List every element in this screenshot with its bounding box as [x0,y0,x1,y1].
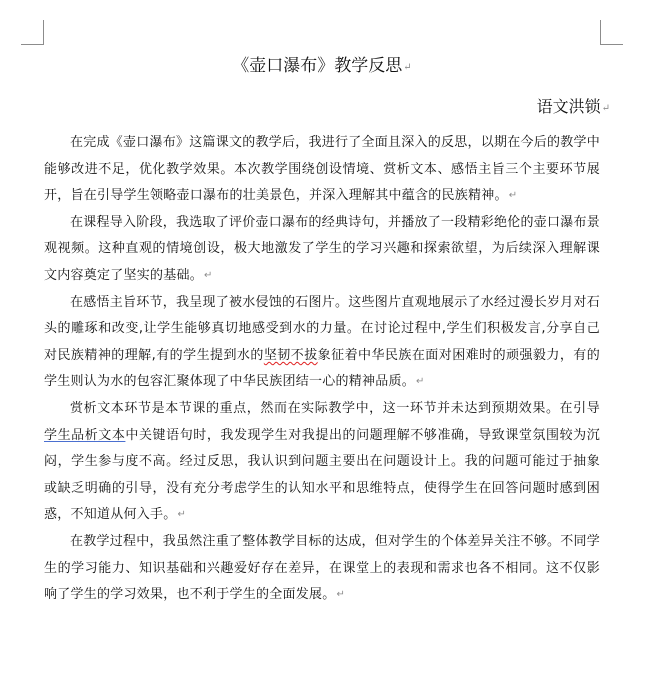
document-author[interactable]: 语文洪锁↵ [536,97,610,116]
paragraph-intro[interactable]: 在完成《壶口瀑布》这篇课文的教学后，我进行了全面且深入的反思，以期在今后的教学中能够改进不足，优化教学效果。本次教学围绕创设情境、赏析文本、感悟主旨三个主要环节展开，旨在引导学生领略壶口瀑布的壮美景色，并深入理解其中蕴含的民族精神。↵ [44,135,601,204]
paragraph-text-analysis[interactable]: 赏析文本环节是本节课的重点，然而在实际教学中，这一环节并未达到预期效果。在引导学生品析文本中关键语句时，我发现学生对我提出的问题理解不够准确，导致课堂氛围较为沉闷，学生参与度不高。经过反思，我认识到问题主要出在问题设计上。我的问题可能过于抽象或缺乏明确的引导，没有充分考虑学生的认知水平和思维特点，使得学生在回答问题时感到困惑，不知道从何入手。↵ [44,400,600,523]
paragraph-introduction-stage[interactable]: 在课程导入阶段，我选取了评价壶口瀑布的经典诗句，并播放了一段精彩绝伦的壶口瀑布景观视频。这种直观的情境创设，极大地激发了学生的学习兴趣和探索欲望，为后续深入理解课文内容奠定了坚实的基础。↵ [44,214,601,283]
paragraph-mark-icon: ↵ [177,509,187,521]
paragraph-theme-stage[interactable]: 在感悟主旨环节，我呈现了被水侵蚀的石图片。这些图片直观地展示了水经过漫长岁月对石头的雕琢和改变,让学生能够真切地感受到水的力量。在讨论过程中,学生们积极发言,分享自己对民族精神的理解,有的学生提到水的坚韧不拔象征着中华民族在面对困难时的顽强毅力，有的学生则认为水的包容汇聚体现了中华民族团结一心的精神品质。↵ [44,294,601,390]
paragraph-mark-icon: ↵ [204,269,213,281]
paragraph-mark-icon: ↵ [403,62,412,73]
paragraph-individual-differences[interactable]: 在教学过程中，我虽然注重了整体教学目标的达成，但对学生的个体差异关注不够。不同学生的学习能力、知识基础和兴趣爱好存在差异，在课堂上的表现和需求也各不相同。这不仅影响了学生的学习效果，也不利于学生的全面发展。↵ [44,533,601,603]
page-corner-mark-top-right [600,20,623,45]
page-corner-mark-top-left [21,20,44,45]
spellcheck-flagged-text[interactable]: 坚韧不拔 [263,347,318,363]
document-title[interactable]: 《壶口瀑布》教学反思↵ [232,56,412,76]
grammar-flagged-text[interactable]: 学生品析文本 [44,427,126,443]
paragraph-mark-icon: ↵ [416,376,425,388]
paragraph-mark-icon: ↵ [601,103,610,114]
document-body[interactable] [44,130,600,609]
paragraph-mark-icon: ↵ [508,190,518,202]
paragraph-mark-icon: ↵ [336,589,346,601]
